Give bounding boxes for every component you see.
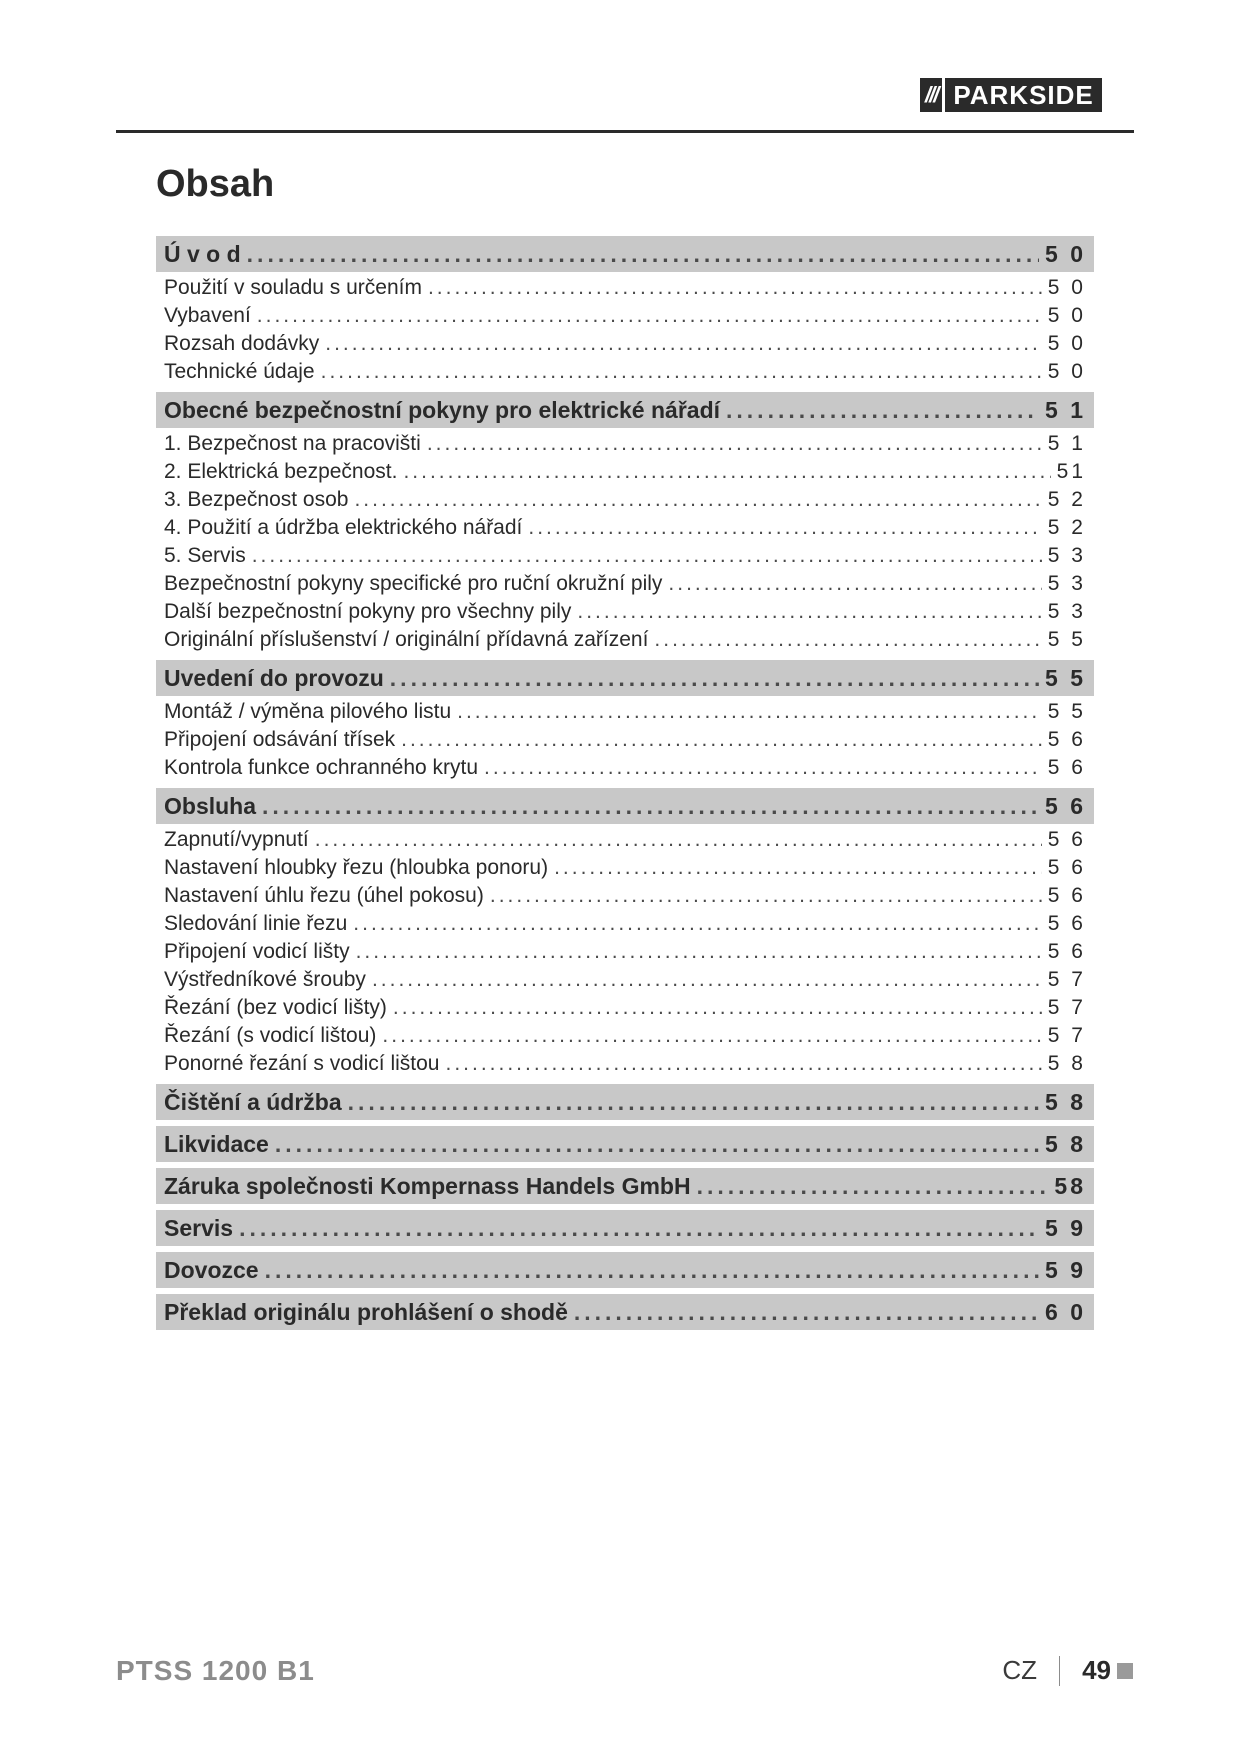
toc-item[interactable]	[156, 626, 1094, 654]
page-title: Obsah	[156, 163, 275, 205]
toc-leader-dots	[239, 1210, 1039, 1246]
toc-item[interactable]	[156, 754, 1094, 782]
toc-entry-title: Sledování linie řezu	[164, 912, 348, 935]
toc-item[interactable]	[156, 826, 1094, 854]
toc-entry-title: Řezání (bez vodicí lišty)	[164, 996, 387, 1019]
footer-language: CZ	[1002, 1655, 1038, 1685]
toc-section[interactable]	[156, 1294, 1094, 1330]
toc-entry-page: 5 1	[1047, 432, 1086, 455]
toc-entry-page: 5 3	[1047, 572, 1086, 595]
toc-leader-dots	[262, 788, 1039, 824]
toc-leader-dots	[356, 938, 1042, 966]
toc-entry-page: 5 6	[1047, 756, 1086, 779]
footer-separator	[1059, 1656, 1060, 1686]
toc-leader-dots	[490, 882, 1042, 910]
toc-item[interactable]	[156, 698, 1094, 726]
toc-entry-title: Čištění a údržba	[164, 1089, 342, 1115]
toc-section[interactable]	[156, 1168, 1094, 1204]
toc-item[interactable]	[156, 910, 1094, 938]
toc-leader-dots	[457, 698, 1042, 726]
toc-leader-dots	[484, 754, 1042, 782]
toc-entry-title: Obecné bezpečnostní pokyny pro elektrické nářadí	[164, 397, 721, 423]
toc-entry-title: Bezpečnostní pokyny specifické pro ruční okružní pily	[164, 572, 663, 595]
toc-leader-dots	[353, 910, 1042, 938]
toc-leader-dots	[668, 570, 1041, 598]
toc-entry-page: 5 2	[1047, 488, 1086, 511]
toc-leader-dots	[445, 1050, 1041, 1078]
toc-leader-dots	[726, 392, 1039, 428]
toc-entry-title: Dovozce	[164, 1257, 259, 1283]
toc-leader-dots	[577, 598, 1041, 626]
toc-item[interactable]	[156, 966, 1094, 994]
toc-entry-title: Vybavení	[164, 304, 251, 327]
toc-entry-title: Připojení vodicí lišty	[164, 940, 350, 963]
toc-leader-dots	[247, 236, 1039, 272]
toc-entry-page: 5 6	[1047, 828, 1086, 851]
toc-entry-page: 5 1	[1045, 397, 1086, 423]
toc-entry-title: Nastavení hloubky řezu (hloubka ponoru)	[164, 856, 549, 879]
toc-item[interactable]	[156, 542, 1094, 570]
toc-leader-dots	[348, 1084, 1039, 1120]
toc-section[interactable]	[156, 788, 1094, 824]
toc-entry-page: 5 0	[1047, 276, 1086, 299]
toc-entry-page: 5 3	[1047, 544, 1086, 567]
toc-entry-page: 5 9	[1045, 1215, 1086, 1241]
toc-leader-dots	[315, 826, 1042, 854]
toc-entry-title: Rozsah dodávky	[164, 332, 320, 355]
toc-entry-title: Originální příslušenství / originální přídavná zařízení	[164, 628, 649, 651]
toc-entry-page: 5 6	[1047, 884, 1086, 907]
toc-entry-title: Nastavení úhlu řezu (úhel pokosu)	[164, 884, 484, 907]
toc-entry-page: 5 7	[1047, 968, 1086, 991]
toc-item[interactable]	[156, 274, 1094, 302]
footer-page-number: 49	[1082, 1655, 1111, 1685]
toc-leader-dots	[257, 302, 1042, 330]
toc-entry-title: Záruka společnosti Kompernass Handels GmbH	[164, 1173, 691, 1199]
footer-page-info	[1002, 1655, 1133, 1686]
toc-item[interactable]	[156, 1050, 1094, 1078]
toc-leader-dots	[403, 458, 1050, 486]
toc-leader-dots	[354, 486, 1041, 514]
toc-leader-dots	[401, 726, 1042, 754]
toc-item[interactable]	[156, 514, 1094, 542]
toc-item[interactable]	[156, 882, 1094, 910]
toc-entry-title: 5. Servis	[164, 544, 246, 567]
toc-entry-page: 5 0	[1047, 332, 1086, 355]
toc-item[interactable]	[156, 726, 1094, 754]
toc-section[interactable]	[156, 236, 1094, 272]
toc-item[interactable]	[156, 570, 1094, 598]
toc-entry-page: 6 0	[1045, 1299, 1086, 1325]
toc-leader-dots	[528, 514, 1041, 542]
toc-leader-dots	[574, 1294, 1039, 1330]
toc-entry-page: 5 0	[1047, 304, 1086, 327]
toc-entry-title: Likvidace	[164, 1131, 269, 1157]
toc-item[interactable]	[156, 486, 1094, 514]
toc-entry-title: Zapnutí/vypnutí	[164, 828, 309, 851]
toc-entry-title: Řezání (s vodicí lištou)	[164, 1024, 377, 1047]
toc-item[interactable]	[156, 358, 1094, 386]
toc-leader-dots	[321, 358, 1042, 386]
toc-entry-page: 5 8	[1045, 1089, 1086, 1115]
toc-section[interactable]	[156, 392, 1094, 428]
toc-item[interactable]	[156, 854, 1094, 882]
toc-entry-title: Montáž / výměna pilového listu	[164, 700, 452, 723]
toc-entry-page: 5 6	[1047, 728, 1086, 751]
toc-section[interactable]	[156, 1210, 1094, 1246]
toc-entry-page: 58	[1054, 1173, 1086, 1199]
toc-item[interactable]	[156, 994, 1094, 1022]
toc-leader-dots	[427, 430, 1042, 458]
table-of-contents	[156, 230, 1094, 1332]
toc-entry-page: 5 2	[1047, 516, 1086, 539]
toc-leader-dots	[428, 274, 1042, 302]
toc-entry-page: 5 6	[1047, 940, 1086, 963]
toc-entry-page: 5 0	[1045, 241, 1086, 267]
toc-item[interactable]	[156, 938, 1094, 966]
toc-leader-dots	[654, 626, 1041, 654]
toc-leader-dots	[393, 994, 1042, 1022]
parkside-logo	[920, 78, 1102, 112]
toc-entry-page: 51	[1056, 460, 1086, 483]
toc-leader-dots	[382, 1022, 1041, 1050]
toc-leader-dots	[697, 1168, 1049, 1204]
toc-leader-dots	[554, 854, 1042, 882]
toc-entry-page: 5 5	[1047, 628, 1086, 651]
toc-entry-title: Obsluha	[164, 793, 257, 819]
toc-entry-title: Další bezpečnostní pokyny pro všechny pily	[164, 600, 572, 623]
toc-entry-title: Ú v o d	[164, 241, 241, 267]
toc-entry-page: 5 0	[1047, 360, 1086, 383]
toc-entry-page: 5 3	[1047, 600, 1086, 623]
toc-entry-title: Servis	[164, 1215, 234, 1241]
toc-entry-title: Uvedení do provozu	[164, 665, 384, 691]
toc-entry-page: 5 8	[1047, 1052, 1086, 1075]
toc-entry-title: Překlad originálu prohlášení o shodě	[164, 1299, 568, 1325]
toc-entry-title: 2. Elektrická bezpečnost.	[164, 460, 398, 483]
toc-leader-dots	[252, 542, 1042, 570]
toc-leader-dots	[325, 330, 1042, 358]
toc-entry-page: 5 6	[1045, 793, 1086, 819]
toc-entry-title: 1. Bezpečnost na pracovišti	[164, 432, 421, 455]
toc-leader-dots	[372, 966, 1042, 994]
toc-entry-title: Připojení odsávání třísek	[164, 728, 396, 751]
toc-entry-page: 5 6	[1047, 856, 1086, 879]
toc-item[interactable]	[156, 430, 1094, 458]
toc-entry-page: 5 7	[1047, 1024, 1086, 1047]
toc-entry-page: 5 5	[1045, 665, 1086, 691]
toc-item[interactable]	[156, 330, 1094, 358]
toc-entry-title: Technické údaje	[164, 360, 315, 383]
toc-leader-dots	[275, 1126, 1039, 1162]
toc-item[interactable]	[156, 1022, 1094, 1050]
toc-entry-title: Použití v souladu s určením	[164, 276, 422, 299]
footer-square-icon	[1117, 1663, 1133, 1679]
toc-entry-page: 5 9	[1045, 1257, 1086, 1283]
toc-section[interactable]	[156, 660, 1094, 696]
toc-entry-title: Výstředníkové šrouby	[164, 968, 366, 991]
toc-item[interactable]	[156, 598, 1094, 626]
header-rule	[116, 130, 1134, 133]
toc-entry-title: 3. Bezpečnost osob	[164, 488, 349, 511]
toc-leader-dots	[390, 660, 1039, 696]
toc-entry-page: 5 6	[1047, 912, 1086, 935]
toc-entry-page: 5 8	[1045, 1131, 1086, 1157]
toc-entry-title: Kontrola funkce ochranného krytu	[164, 756, 479, 779]
footer-model: PTSS 1200 B1	[116, 1655, 315, 1686]
toc-item[interactable]	[156, 302, 1094, 330]
logo-brand: PARKSIDE	[945, 78, 1101, 112]
toc-section[interactable]	[156, 1084, 1094, 1120]
logo-slashes: ///	[920, 78, 942, 112]
toc-section[interactable]	[156, 1252, 1094, 1288]
toc-section[interactable]	[156, 1126, 1094, 1162]
toc-item[interactable]	[156, 458, 1094, 486]
toc-entry-title: 4. Použití a údržba elektrického nářadí	[164, 516, 523, 539]
toc-entry-page: 5 7	[1047, 996, 1086, 1019]
toc-leader-dots	[265, 1252, 1039, 1288]
toc-entry-title: Ponorné řezání s vodicí lištou	[164, 1052, 440, 1075]
toc-entry-page: 5 5	[1047, 700, 1086, 723]
